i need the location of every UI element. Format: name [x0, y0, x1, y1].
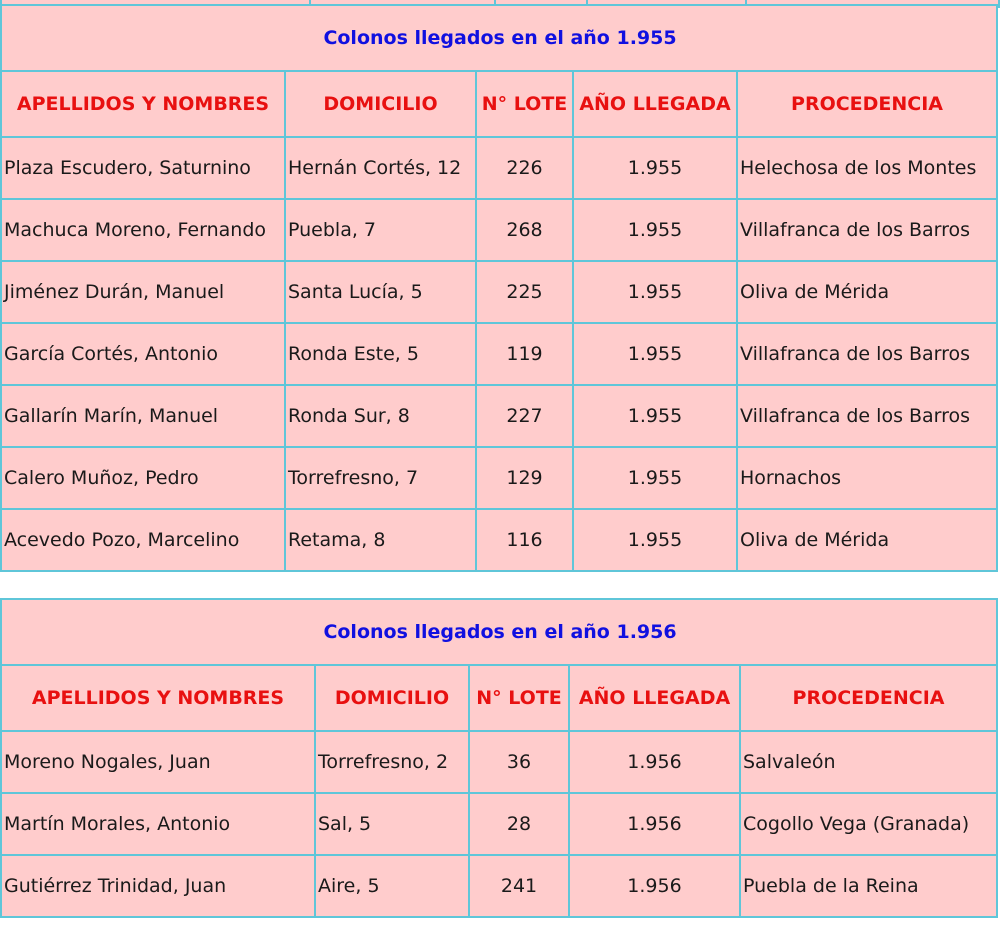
column-header-ano-llegada: AÑO LLEGADA [573, 71, 737, 137]
cell-lote: 227 [476, 385, 573, 447]
table-title: Colonos llegados en el año 1.956 [1, 599, 997, 665]
table-row [1, 137, 997, 199]
cell-lote: 116 [476, 509, 573, 571]
column-header-nombres: APELLIDOS Y NOMBRES [1, 71, 285, 137]
cell-nombre: Gutiérrez Trinidad, Juan [1, 855, 315, 917]
colonos-1956-table [0, 598, 998, 918]
cell-lote: 28 [469, 793, 569, 855]
cell-procedencia: Villafranca de los Barros [737, 323, 997, 385]
cell-procedencia: Villafranca de los Barros [737, 385, 997, 447]
cell-nombre: Machuca Moreno, Fernando [1, 199, 285, 261]
cell-procedencia: Villafranca de los Barros [737, 199, 997, 261]
cell-domicilio: Puebla, 7 [285, 199, 476, 261]
cell-domicilio: Santa Lucía, 5 [285, 261, 476, 323]
cell-nombre: Plaza Escudero, Saturnino [1, 137, 285, 199]
cell-nombre: Moreno Nogales, Juan [1, 731, 315, 793]
table-row [1, 199, 997, 261]
cell-ano: 1.955 [573, 447, 737, 509]
cell-domicilio: Torrefresno, 2 [315, 731, 469, 793]
cell-ano: 1.955 [573, 137, 737, 199]
cell-ano: 1.956 [569, 855, 740, 917]
column-header-lote: N° LOTE [469, 665, 569, 731]
cell-nombre: Calero Muñoz, Pedro [1, 447, 285, 509]
column-header-procedencia: PROCEDENCIA [740, 665, 997, 731]
cell-procedencia: Oliva de Mérida [737, 509, 997, 571]
table-row [1, 731, 997, 793]
cell-nombre: Jiménez Durán, Manuel [1, 261, 285, 323]
cell-nombre: Gallarín Marín, Manuel [1, 385, 285, 447]
cell-ano: 1.955 [573, 261, 737, 323]
cell-lote: 36 [469, 731, 569, 793]
header-row [1, 665, 997, 731]
table-row [1, 855, 997, 917]
cell-lote: 119 [476, 323, 573, 385]
table-row [1, 509, 997, 571]
cell-procedencia: Salvaleón [740, 731, 997, 793]
cell-nombre: Martín Morales, Antonio [1, 793, 315, 855]
cell-domicilio: Retama, 8 [285, 509, 476, 571]
cell-procedencia: Hornachos [737, 447, 997, 509]
column-header-lote: N° LOTE [476, 71, 573, 137]
cell-domicilio: Aire, 5 [315, 855, 469, 917]
cell-ano: 1.955 [573, 385, 737, 447]
column-header-nombres: APELLIDOS Y NOMBRES [1, 665, 315, 731]
cell-lote: 129 [476, 447, 573, 509]
cell-procedencia: Puebla de la Reina [740, 855, 997, 917]
cell-procedencia: Oliva de Mérida [737, 261, 997, 323]
table-row [1, 323, 997, 385]
table-row [1, 261, 997, 323]
colonos-1955-table [0, 4, 998, 572]
cell-domicilio: Hernán Cortés, 12 [285, 137, 476, 199]
cell-lote: 225 [476, 261, 573, 323]
cell-domicilio: Ronda Este, 5 [285, 323, 476, 385]
cell-domicilio: Ronda Sur, 8 [285, 385, 476, 447]
cell-nombre: García Cortés, Antonio [1, 323, 285, 385]
cell-ano: 1.955 [573, 323, 737, 385]
table-row [1, 447, 997, 509]
cell-lote: 268 [476, 199, 573, 261]
cell-lote: 241 [469, 855, 569, 917]
cell-ano: 1.955 [573, 199, 737, 261]
cell-ano: 1.956 [569, 731, 740, 793]
cell-nombre: Acevedo Pozo, Marcelino [1, 509, 285, 571]
column-header-procedencia: PROCEDENCIA [737, 71, 997, 137]
cell-ano: 1.955 [573, 509, 737, 571]
cell-procedencia: Helechosa de los Montes [737, 137, 997, 199]
table-title: Colonos llegados en el año 1.955 [1, 5, 997, 71]
cell-procedencia: Cogollo Vega (Granada) [740, 793, 997, 855]
table-row [1, 385, 997, 447]
cell-domicilio: Torrefresno, 7 [285, 447, 476, 509]
header-row [1, 71, 997, 137]
cell-domicilio: Sal, 5 [315, 793, 469, 855]
cell-lote: 226 [476, 137, 573, 199]
column-header-domicilio: DOMICILIO [285, 71, 476, 137]
table-row [1, 793, 997, 855]
column-header-domicilio: DOMICILIO [315, 665, 469, 731]
column-header-ano-llegada: AÑO LLEGADA [569, 665, 740, 731]
cell-ano: 1.956 [569, 793, 740, 855]
